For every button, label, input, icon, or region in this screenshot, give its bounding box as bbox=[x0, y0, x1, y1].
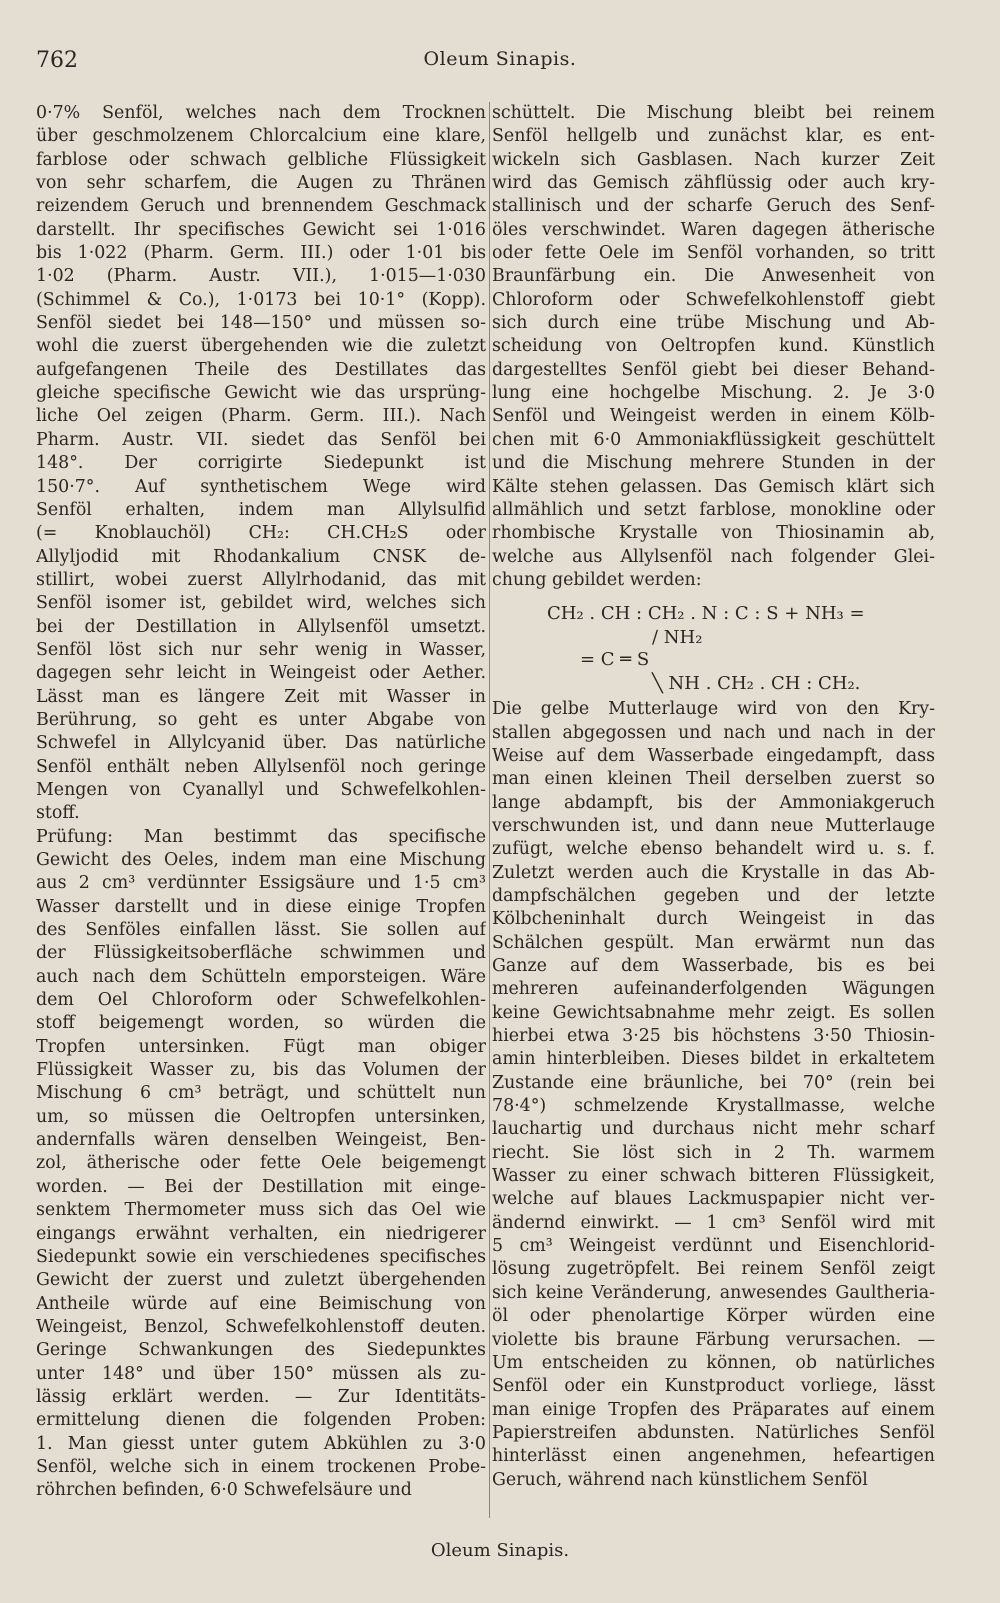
text-line: zol, ätherische oder fette Oele beigemengt bbox=[36, 1153, 486, 1174]
text-line: allmählich und setzt farblose, monokline oder bbox=[492, 499, 935, 520]
text-line: auch nach dem Schütteln emporsteigen. Wäre bbox=[36, 966, 486, 987]
text-line: Senföl löst sich nur sehr wenig in Wasser, bbox=[36, 639, 486, 660]
text-line: Um entscheiden zu können, ob natürliches bbox=[492, 1352, 935, 1373]
text-line: 148°. Der corrigirte Siedepunkt ist bbox=[36, 453, 486, 474]
text-line: bei der Destillation in Allylsenföl umsetzt. bbox=[36, 616, 486, 637]
text-line: wickeln sich Gasblasen. Nach kurzer Zeit bbox=[492, 149, 935, 170]
text-line: darstellt. Ihr specifisches Gewicht sei 1·016 bbox=[36, 219, 486, 240]
text-line: dargestelltes Senföl giebt bei dieser Behand- bbox=[492, 359, 935, 380]
text-line: Chloroform oder Schwefelkohlenstoff giebt bbox=[492, 289, 935, 310]
text-line: violette bis braune Färbung verursachen. — bbox=[492, 1329, 935, 1350]
text-line: sich keine Veränderung, anwesendes Gaultheria- bbox=[492, 1282, 935, 1303]
text-line: Ganze auf dem Wasserbade, bis es bei bbox=[492, 956, 935, 976]
text-line: Tropfen untersinken. Fügt man obiger bbox=[36, 1036, 486, 1057]
text-line: gleiche specifische Gewicht wie das ursprüng- bbox=[36, 383, 486, 404]
text-line: stallen abgegossen und nach und nach in der bbox=[492, 722, 935, 743]
formula-line-4: ╲ NH . CH₂ . CH : CH₂. bbox=[652, 673, 861, 695]
text-line: 150·7°. Auf synthetischem Wege wird bbox=[36, 476, 486, 497]
text-line: welche auf blaues Lackmuspapier nicht ver- bbox=[492, 1189, 935, 1210]
text-line: scheidung von Oeltropfen kund. Künstlich bbox=[492, 336, 935, 357]
text-line: aus 2 cm³ verdünnter Essigsäure und 1·5 cm³ bbox=[36, 873, 486, 894]
text-line: Gewicht des Oeles, indem man eine Mischung bbox=[36, 850, 486, 870]
text-line: (= Knoblauchöl) CH₂: CH.CH₂S oder bbox=[36, 523, 486, 544]
text-line: zufügt, welche ebenso behandelt wird u. s. f. bbox=[492, 839, 935, 860]
text-line: über geschmolzenem Chlorcalcium eine klare, bbox=[36, 126, 486, 147]
text-line: hierbei etwa 3·25 bis höchstens 3·50 Thiosin- bbox=[492, 1026, 935, 1047]
text-line: Mischung 6 cm³ beträgt, und schüttelt nun bbox=[36, 1083, 486, 1104]
text-line: Pharm. Austr. VII. siedet das Senföl bei bbox=[36, 429, 486, 450]
text-line: und die Mischung mehrere Stunden in der bbox=[492, 453, 935, 474]
text-line: lösung zugetröpfelt. Bei reinem Senföl zeigt bbox=[492, 1259, 935, 1280]
text-line: lauchartig und durchaus nicht mehr scharf bbox=[492, 1119, 935, 1140]
text-line: Prüfung: Man bestimmt das specifische bbox=[36, 826, 486, 847]
formula-line-1: CH₂ . CH : CH₂ . N : C : S + NH₃ = bbox=[547, 603, 865, 625]
text-line: Geringe Schwankungen des Siedepunktes bbox=[36, 1340, 486, 1361]
text-line: sich durch eine trübe Mischung und Ab- bbox=[492, 313, 935, 334]
text-line: Gewicht der zuerst und zuletzt übergehenden bbox=[36, 1270, 486, 1291]
text-line: von sehr scharfem, die Augen zu Thränen bbox=[36, 173, 486, 194]
text-line: Kälte stehen gelassen. Das Gemisch klärt sich bbox=[492, 476, 935, 497]
text-line: Mengen von Cyanallyl und Schwefelkohlen- bbox=[36, 779, 486, 800]
text-line: Antheile würde auf eine Beimischung von bbox=[36, 1293, 486, 1314]
right-column-lower-text bbox=[492, 698, 935, 1492]
text-line: ändernd einwirkt. — 1 cm³ Senföl wird mit bbox=[492, 1212, 935, 1233]
column-divider bbox=[489, 102, 490, 1518]
text-line: Papierstreifen abdunsten. Natürliches Senföl bbox=[492, 1422, 935, 1443]
text-line: Siedepunkt sowie ein verschiedenes specifisches bbox=[36, 1246, 486, 1267]
text-line: welche aus Allylsenföl nach folgender Glei- bbox=[492, 546, 935, 567]
text-line: oder fette Oele im Senföl vorhanden, so tritt bbox=[492, 243, 935, 264]
text-line: ermittelung dienen die folgenden Proben: bbox=[36, 1410, 486, 1431]
text-line: lange abdampft, bis der Ammoniakgeruch bbox=[492, 792, 935, 813]
text-line: rhombische Krystalle von Thiosinamin ab, bbox=[492, 523, 935, 544]
text-line: Senföl oder ein Kunstproduct vorliege, lässt bbox=[492, 1376, 935, 1397]
text-line: Senföl hellgelb und zunächst klar, es ent- bbox=[492, 126, 935, 147]
text-line: Senföl, welche sich in einem trockenen Probe- bbox=[36, 1456, 486, 1477]
text-line: dampfschälchen gegeben und der letzte bbox=[492, 885, 935, 906]
text-line: senktem Thermometer muss sich das Oel wie bbox=[36, 1200, 486, 1221]
text-line: Zuletzt werden auch die Krystalle in das Ab- bbox=[492, 862, 935, 883]
text-line: um, so müssen die Oeltropfen untersinken, bbox=[36, 1106, 486, 1127]
text-line: (Schimmel & Co.), 1·0173 bei 10·1° (Kopp). bbox=[36, 289, 486, 310]
text-line: 78·4°) schmelzende Krystallmasse, welche bbox=[492, 1096, 935, 1117]
text-line: Wasser darstellt und in diese einige Tropfen bbox=[36, 896, 486, 917]
text-line: Weise auf dem Wasserbade eingedampft, dass bbox=[492, 745, 935, 766]
text-line: hinterlässt einen angenehmen, hefeartigen bbox=[492, 1446, 935, 1467]
text-line: eingangs erwähnt verhalten, ein niedrigerer bbox=[36, 1223, 486, 1244]
text-line: lässig erklärt werden. — Zur Identitäts- bbox=[36, 1386, 486, 1407]
text-line: stoff. bbox=[36, 803, 80, 824]
text-line: schüttelt. Die Mischung bleibt bei reinem bbox=[492, 103, 935, 123]
text-line: stallinisch und der scharfe Geruch des Senf- bbox=[492, 196, 935, 217]
text-line: Senföl isomer ist, gebildet wird, welches sich bbox=[36, 593, 486, 614]
text-line: chung gebildet werden: bbox=[492, 569, 702, 590]
text-line: wird das Gemisch zähflüssig oder auch kry- bbox=[492, 173, 935, 194]
text-line: andernfalls wären denselben Weingeist, Ben- bbox=[36, 1130, 486, 1151]
formula-line-3: = C ═ S bbox=[580, 649, 650, 671]
text-line: 5 cm³ Weingeist verdünnt und Eisenchlorid- bbox=[492, 1236, 935, 1257]
text-line: Braunfärbung ein. Die Anwesenheit von bbox=[492, 266, 935, 287]
text-line: öles verschwindet. Waren dagegen ätherische bbox=[492, 219, 935, 240]
text-line: riecht. Sie löst sich in 2 Th. warmem bbox=[492, 1142, 935, 1163]
text-line: man einige Tropfen des Präparates auf einem bbox=[492, 1399, 935, 1420]
text-line: reizendem Geruch und brennendem Geschmack bbox=[36, 196, 486, 217]
text-line: keine Gewichtsabnahme mehr zeigt. Es sollen bbox=[492, 1002, 935, 1023]
text-line: röhrchen befinden, 6·0 Schwefelsäure und bbox=[36, 1480, 412, 1501]
text-line: Die gelbe Mutterlauge wird von den Kry- bbox=[492, 699, 935, 720]
text-line: bis 1·022 (Pharm. Germ. III.) oder 1·01 bis bbox=[36, 243, 486, 264]
text-line: liche Oel zeigen (Pharm. Germ. III.). Nach bbox=[36, 406, 486, 427]
text-line: farblose oder schwach gelbliche Flüssigkeit bbox=[36, 149, 486, 170]
text-line: wohl die zuerst übergehenden wie die zuletzt bbox=[36, 336, 486, 357]
page-number: 762 bbox=[36, 48, 78, 73]
running-title: Oleum Sinapis. bbox=[423, 48, 577, 70]
text-line: Lässt man es längere Zeit mit Wasser in bbox=[36, 686, 486, 707]
text-line: Schälchen gespült. Man erwärmt nun das bbox=[492, 932, 935, 953]
right-text-column bbox=[492, 102, 935, 1492]
text-line: dem Oel Chloroform oder Schwefelkohlen- bbox=[36, 990, 486, 1011]
text-line: Allyljodid mit Rhodankalium CNSK de- bbox=[36, 546, 486, 567]
formula-line-2: ∕ NH₂ bbox=[652, 627, 703, 649]
text-line: Weingeist, Benzol, Schwefelkohlenstoff deuten. bbox=[36, 1316, 486, 1337]
text-line: Kölbcheninhalt durch Weingeist in das bbox=[492, 909, 935, 930]
text-line: aufgefangenen Theile des Destillates das bbox=[36, 359, 486, 380]
text-line: 1·02 (Pharm. Austr. VII.), 1·015—1·030 bbox=[36, 266, 486, 287]
text-line: amin hinterbleiben. Dieses bildet in erkaltetem bbox=[492, 1049, 935, 1070]
text-line: lung eine hochgelbe Mischung. 2. Je 3·0 bbox=[492, 383, 935, 404]
text-line: verschwunden ist, und dann neue Mutterlauge bbox=[492, 815, 935, 836]
text-line: Zustande eine bräunliche, bei 70° (rein bei bbox=[492, 1072, 935, 1093]
text-line: chen mit 6·0 Ammoniakflüssigkeit geschüttelt bbox=[492, 429, 935, 450]
text-line: 0·7% Senföl, welches nach dem Trocknen bbox=[36, 103, 486, 123]
text-line: Senföl siedet bei 148—150° und müssen so- bbox=[36, 313, 486, 334]
text-line: Geruch, während nach künstlichem Senföl bbox=[492, 1469, 868, 1490]
thiosinamin-formula bbox=[492, 602, 935, 694]
right-column-upper-text bbox=[492, 102, 935, 592]
text-line: Berührung, so geht es unter Abgabe von bbox=[36, 709, 486, 730]
text-line: öl oder phenolartige Körper würden eine bbox=[492, 1306, 935, 1327]
text-line: dagegen sehr leicht in Weingeist oder Aether. bbox=[36, 663, 486, 684]
text-line: 1. Man giesst unter gutem Abkühlen zu 3·0 bbox=[36, 1433, 486, 1454]
text-line: man einen kleinen Theil derselben zuerst so bbox=[492, 769, 935, 790]
text-line: Senföl erhalten, indem man Allylsulfid bbox=[36, 499, 486, 520]
text-line: Schwefel in Allylcyanid über. Das natürliche bbox=[36, 733, 486, 754]
text-line: Wasser zu einer schwach bitteren Flüssigkeit, bbox=[492, 1166, 935, 1187]
text-line: Senföl und Weingeist werden in einem Kölb- bbox=[492, 406, 935, 427]
text-line: unter 148° und über 150° müssen als zu- bbox=[36, 1363, 486, 1384]
text-line: stillirt, wobei zuerst Allylrhodanid, das mit bbox=[36, 569, 486, 590]
left-text-column bbox=[36, 102, 486, 1503]
text-line: stoff beigemengt worden, so würden die bbox=[36, 1013, 486, 1034]
text-line: worden. — Bei der Destillation mit einge- bbox=[36, 1176, 486, 1197]
text-line: des Senföles einfallen lässt. Sie sollen auf bbox=[36, 920, 486, 941]
text-line: der Flüssigkeitsoberfläche schwimmen und bbox=[36, 943, 486, 964]
text-line: Senföl enthält neben Allylsenföl noch geringe bbox=[36, 756, 486, 777]
text-line: Flüssigkeit Wasser zu, bis das Volumen der bbox=[36, 1060, 486, 1081]
page-footer: Oleum Sinapis. bbox=[430, 1540, 570, 1561]
text-line: mehreren aufeinanderfolgenden Wägungen bbox=[492, 979, 935, 1000]
